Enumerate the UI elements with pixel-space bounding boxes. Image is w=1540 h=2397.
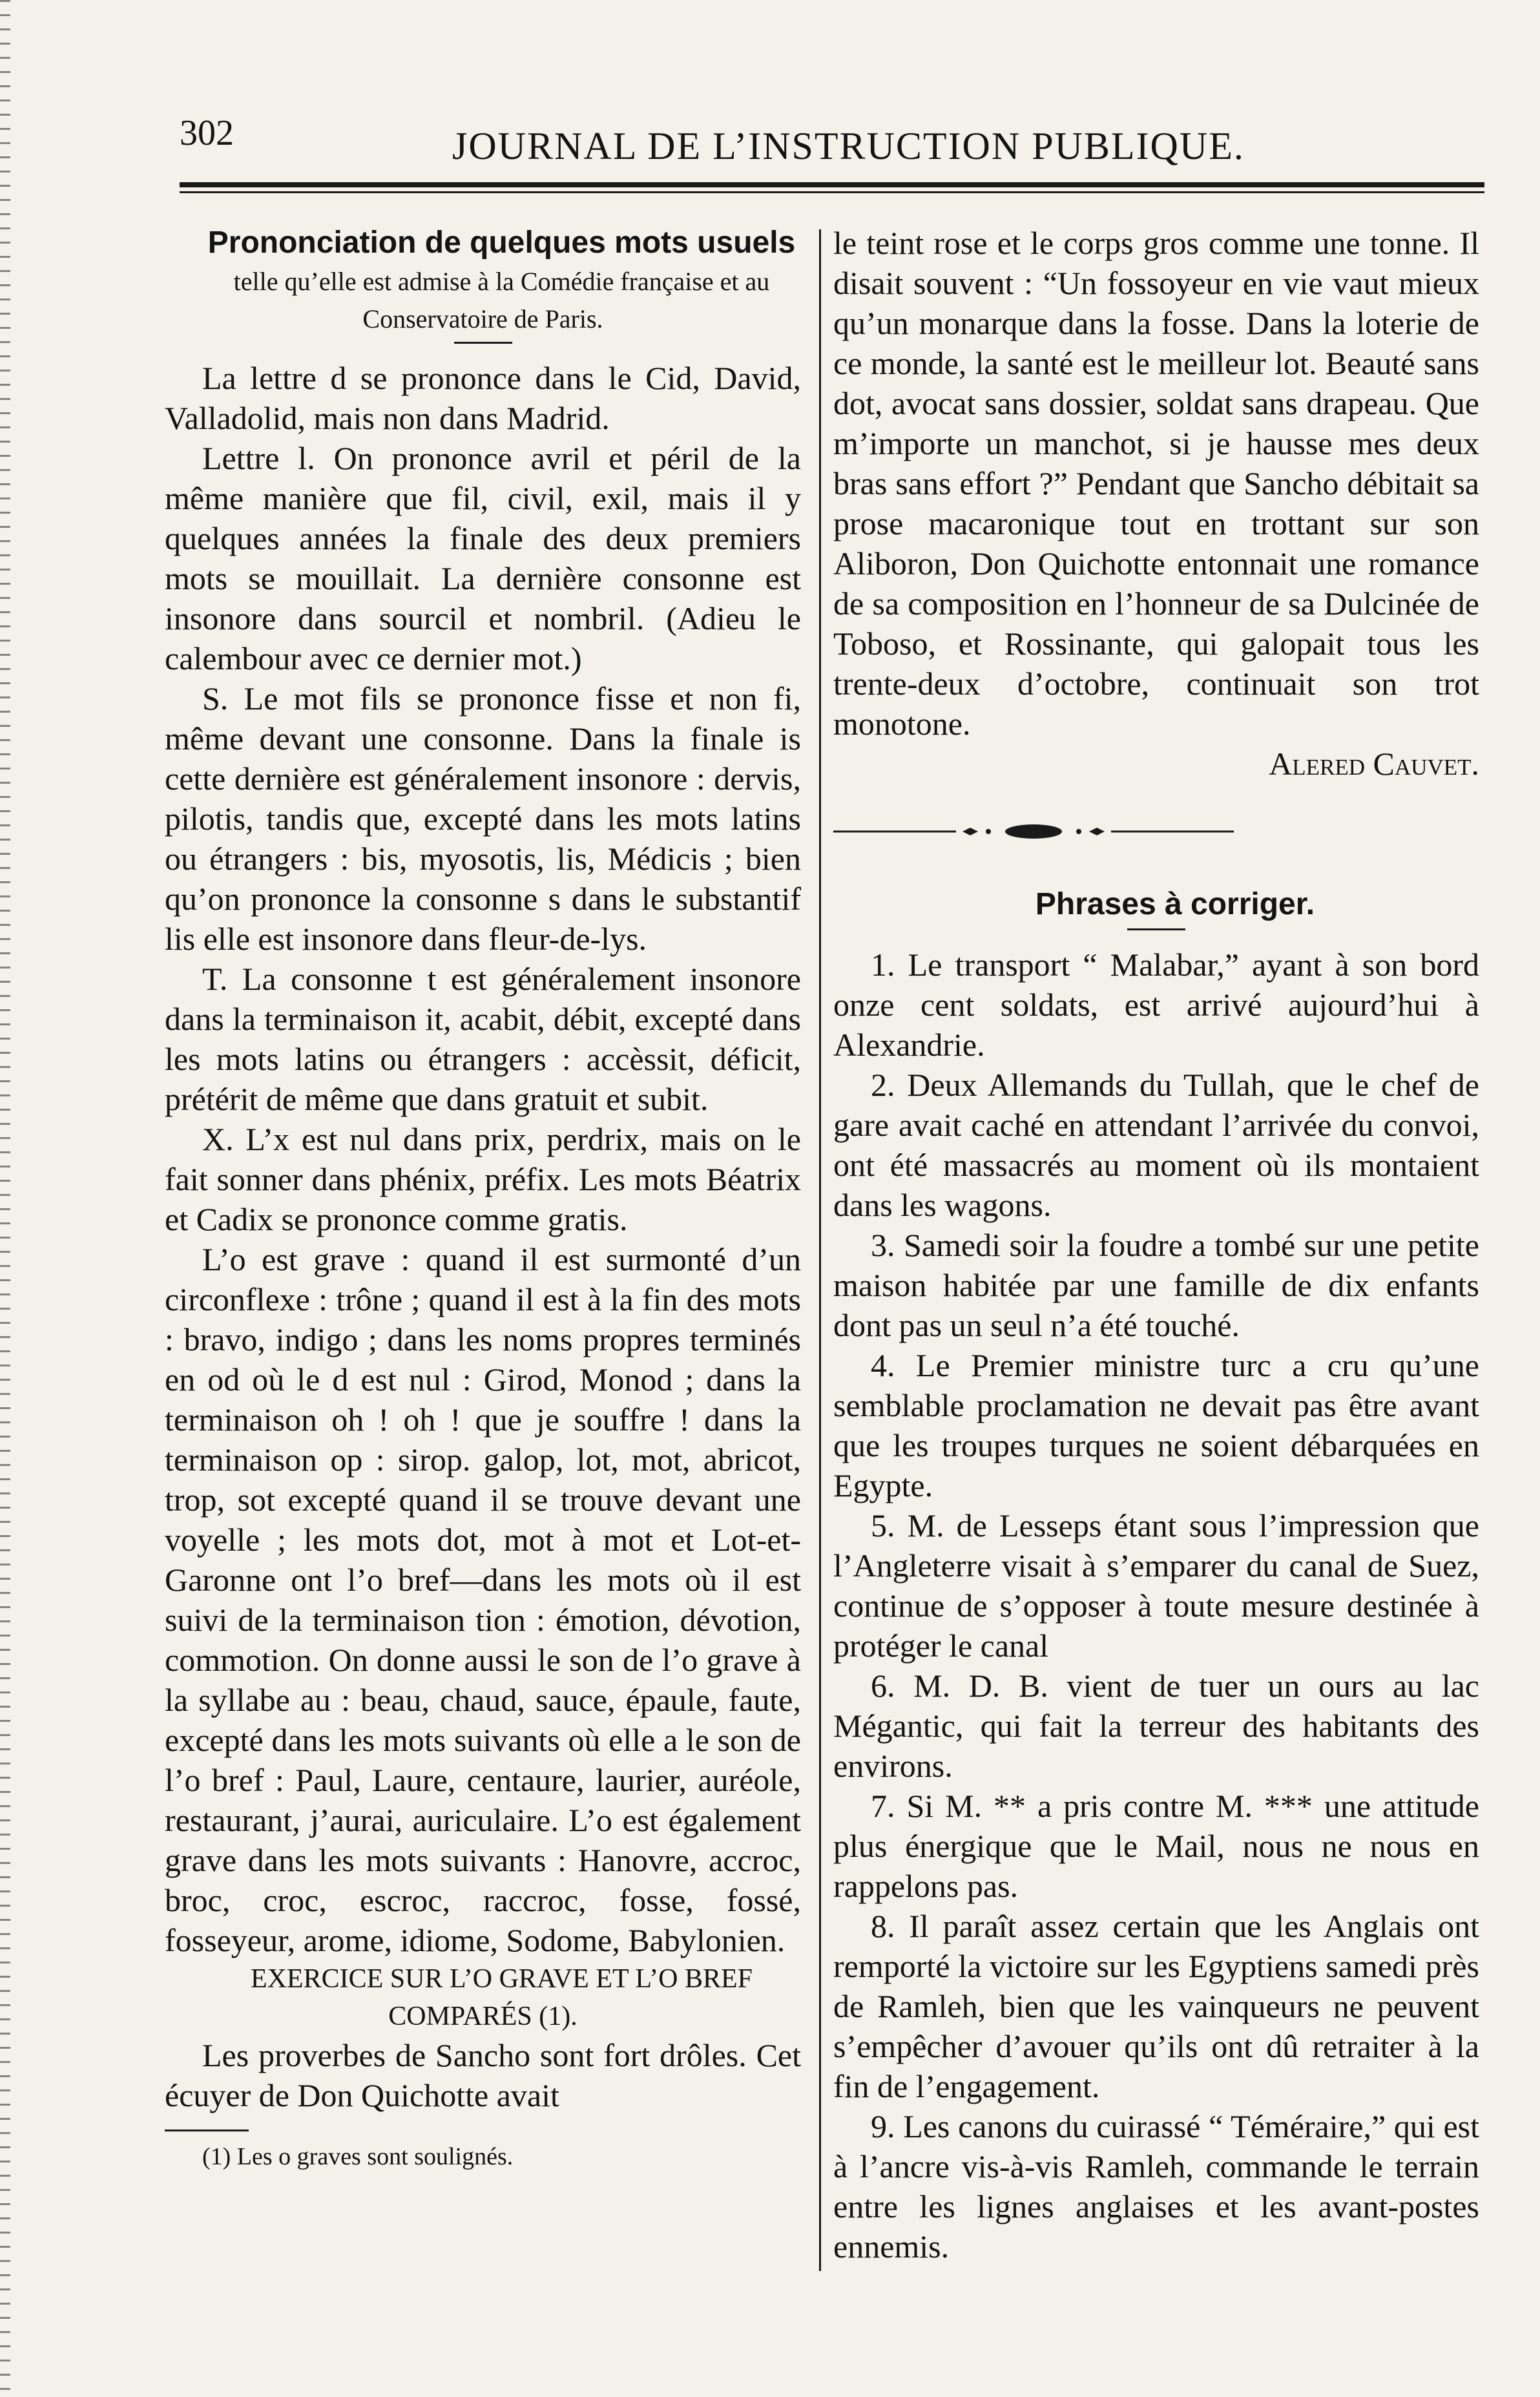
- journal-title: JOURNAL DE L’INSTRUCTION PUBLIQUE.: [452, 125, 1245, 167]
- ornament-divider: [833, 820, 1234, 843]
- left-column: [165, 223, 801, 2173]
- author-signature: Alered Cauvet.: [1269, 746, 1479, 782]
- exercise-item: 7. Si M. ** a pris contre M. *** une attitude plus énergique que le Mail, nous ne nous en rappelons pas.: [833, 1788, 1479, 1904]
- paragraph-t: T. La consonne t est généralement insonore dans la terminaison it, acabit, débit, excepté dans les mots latins ou étrangers : accèssit, déficit, prétérit de même que dans gratuit et subit.: [165, 961, 801, 1117]
- footnote: (1) Les o graves sont soulignés.: [202, 2143, 514, 2170]
- exercises-title-rule: [1127, 928, 1185, 930]
- continuation-paragraph: le teint rose et le corps gros comme une tonne. Il disait souvent : “Un fossoyeur en vie vaut mieux qu’un monarque dans la fosse. Dans la loterie de ce monde, la santé est le meilleur lot. Beauté sans dot, avocat sans dossier, soldat sans drapeau. Que m’importe un manchot, si je hausse mes deux bras sans effort ?” Pendant que Sancho débitait sa prose macaronique tout en trottant sur son Aliboron, Don Quichotte entonnait une romance de sa composition en l’honneur de sa Dulcinée de Toboso, et Rossinante, qui galopait tous les trente-deux d’octobre, continuait son trot monotone.: [833, 225, 1479, 742]
- exercise-item: 9. Les canons du cuirassé “ Téméraire,” qui est à l’ancre vis-à-vis Ramleh, commande le terrain entre les lignes anglaises et les avant-postes ennemis.: [833, 2108, 1479, 2265]
- paragraph-o: L’o est grave : quand il est surmonté d’un circonflexe : trône ; quand il est à la fin des mots : bravo, indigo ; dans les noms propres terminés en od où le d est nul : Girod, Monod ; dans la terminaison oh ! oh ! que je souffre ! dans la terminaison op : sirop. galop, lot, mot, abricot, trop, sot excepté quand il se trouve devant une voyelle ; les mots dot, mot à mot et Lot-et-Garonne ont l’o bref—dans les mots où il est suivi de la terminaison tion : émotion, dévotion, commotion. On donne aussi le son de l’o grave à la syllabe au : beau, chaud, sauce, épaule, faute, excepté dans les mots suivants où elle a le son de l’o bref : Paul, Laure, centaure, laurier, auréole, restaurant, j’aurai, auriculaire. L’o est également grave dans les mots suivants : Hanovre, accroc, broc, croc, escroc, raccroc, fosse, fossé, fosseyeur, arome, idiome, Sodome, Babylonien.: [165, 1241, 801, 1958]
- header-rule-thin: [180, 191, 1484, 193]
- exercise-item: 2. Deux Allemands du Tullah, que le chef de gare avait caché en attendant l’arrivée du convoi, ont été massacrés au moment où ils montaient dans les wagons.: [833, 1067, 1479, 1223]
- page-header: [174, 110, 1486, 168]
- page-number: 302: [180, 113, 234, 153]
- article-title: Prononciation de quelques mots usuels: [207, 225, 796, 260]
- paragraph-l: Lettre l. On prononce avril et péril de la même manière que fil, civil, exil, mais il y quelques années la finale des deux premiers mots se mouillait. La dernière consonne est insonore dans sourcil et nombril. (Adieu le calembour avec ce dernier mot.): [165, 440, 801, 676]
- title-separator: [454, 342, 512, 344]
- right-column: [833, 223, 1479, 2266]
- exercise-item: 3. Samedi soir la foudre a tombé sur une petite maison habitée par une famille de dix enfants dont pas un seul n’a été touché.: [833, 1227, 1479, 1343]
- exercise-item: 4. Le Premier ministre turc a cru qu’une semblable proclamation ne devait pas être avant que les troupes turques ne soient débarquées en Egypte.: [833, 1347, 1479, 1503]
- exercise-item: 6. M. D. B. vient de tuer un ours au lac Mégantic, qui fait la terreur des habitants des environs.: [833, 1668, 1479, 1784]
- paragraph-d: La lettre d se prononce dans le Cid, David, Valladolid, mais non dans Madrid.: [165, 360, 801, 436]
- exercises-title: Phrases à corriger.: [1035, 887, 1315, 921]
- exercise-paragraph: Les proverbes de Sancho sont fort drôles. Cet écuyer de Don Quichotte avait: [165, 2037, 801, 2113]
- footnote-rule: [165, 2130, 249, 2131]
- column-divider: [819, 229, 821, 2271]
- paragraph-x: X. L’x est nul dans prix, perdrix, mais on le fait sonner dans phénix, préfix. Les mots Béatrix et Cadix se prononce comme gratis.: [165, 1121, 801, 1237]
- paragraph-s: S. Le mot fils se prononce fisse et non fi, même devant une consonne. Dans la finale is cette dernière est généralement insonore : dervis, pilotis, tandis que, excepté dans les mots latins ou étrangers : bis, myosotis, lis, Médicis ; bien qu’on prononce la consonne s dans le substantif lis elle est insonore dans fleur-de-lys.: [165, 680, 801, 957]
- article-subtitle: telle qu’elle est admise à la Comédie française et au Conservatoire de Paris.: [233, 267, 770, 333]
- exercise-heading: EXERCICE SUR L’O GRAVE ET L’O BREF COMPARÉS (1).: [250, 1964, 753, 2031]
- exercise-item: 5. M. de Lesseps étant sous l’impression que l’Angleterre visait à s’emparer du canal de Suez, continue de s’opposer à toute mesure destinée à protéger le canal: [833, 1507, 1479, 1664]
- header-rule-thick: [180, 182, 1484, 187]
- exercise-item: 1. Le transport “ Malabar,” ayant à son bord onze cent soldats, est arrivé aujourd’hui à Alexandrie.: [833, 947, 1479, 1063]
- binding-edge: [0, 0, 10, 2397]
- exercise-item: 8. Il paraît assez certain que les Anglais ont remporté la victoire sur les Egyptiens samedi près de Ramleh, bien que les vainqueurs ne peuvent s’empêcher d’avouer qu’ils ont dû retraiter à la fin de l’engagement.: [833, 1908, 1479, 2104]
